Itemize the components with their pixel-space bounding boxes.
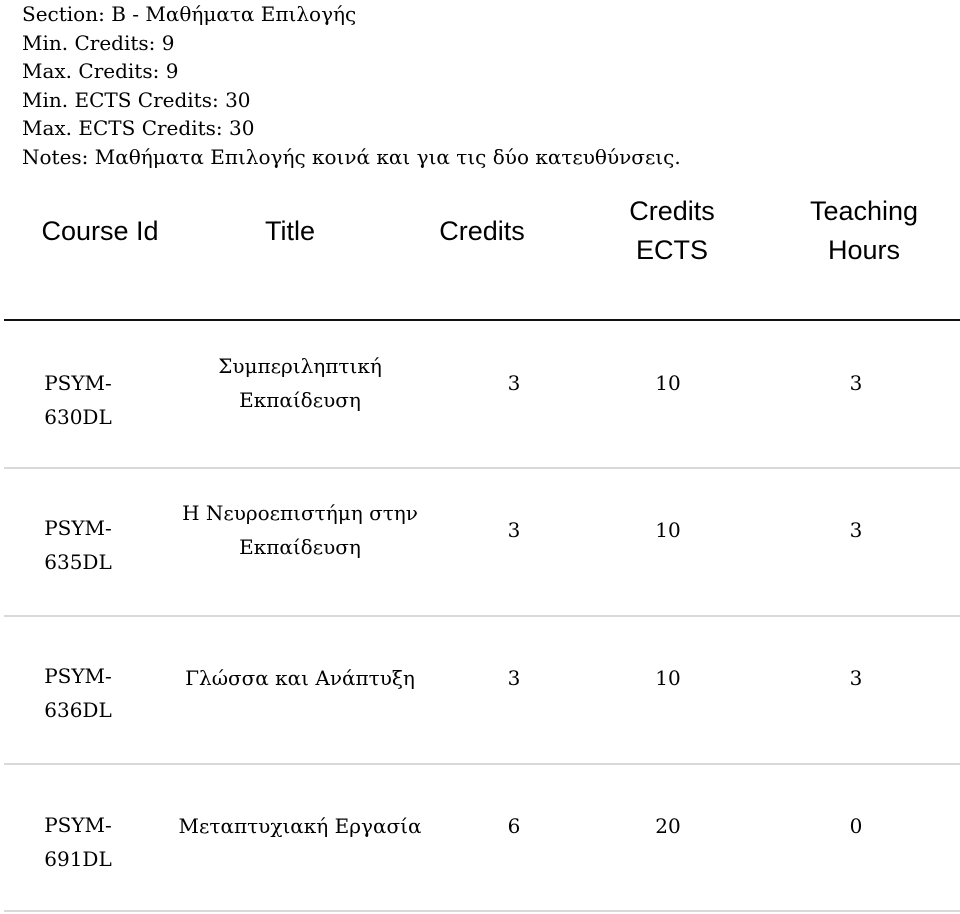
course-title-cell: Γλώσσα και Ανάπτυξη [185, 666, 415, 690]
section-info [22, 0, 681, 171]
hours-cell: 3 [849, 666, 863, 690]
hours-cell: 0 [849, 814, 863, 838]
row-divider [4, 467, 960, 469]
hours-cell: 3 [849, 371, 863, 395]
credits-cell: 3 [507, 371, 521, 395]
min-credits: Min. Credits: 9 [22, 30, 175, 55]
course-id-cell: PSYM- 636DL [44, 664, 112, 722]
header-credits-ects: Credits ECTS [629, 196, 715, 265]
row-divider [4, 615, 960, 617]
header-divider [4, 319, 960, 321]
ects-cell: 20 [655, 814, 681, 838]
credits-cell: 3 [507, 518, 521, 542]
credits-cell: 6 [507, 814, 521, 838]
ects-cell: 10 [655, 371, 681, 395]
row-divider [4, 910, 960, 912]
row-divider [4, 763, 960, 765]
section-notes: Notes: Μαθήματα Επιλογής κοινά και για τις δύο κατευθύνσεις. [22, 144, 681, 169]
course-title-cell: Μεταπτυχιακή Εργασία [178, 814, 422, 838]
header-course-id: Course Id [41, 216, 159, 246]
header-credits: Credits [439, 216, 525, 246]
course-id-cell: PSYM- 630DL [44, 371, 112, 429]
ects-cell: 10 [655, 518, 681, 542]
max-credits: Max. Credits: 9 [22, 59, 179, 83]
hours-cell: 3 [849, 518, 863, 542]
course-title-cell: Συμπεριληπτική Εκπαίδευση [218, 354, 382, 412]
section-line: Section: B - Μαθήματα Επιλογής [22, 2, 357, 26]
header-title: Title [264, 216, 315, 246]
credits-cell: 3 [507, 666, 521, 690]
course-title-cell: Η Νευροεπιστήμη στην Εκπαίδευση [182, 501, 418, 559]
ects-cell: 10 [655, 666, 681, 690]
course-id-cell: PSYM- 691DL [44, 813, 112, 871]
min-ects-credits: Min. ECTS Credits: 30 [22, 87, 251, 112]
course-id-cell: PSYM- 635DL [44, 516, 112, 574]
header-teaching-hours: Teaching Hours [809, 196, 919, 265]
max-ects-credits: Max. ECTS Credits: 30 [22, 116, 255, 140]
